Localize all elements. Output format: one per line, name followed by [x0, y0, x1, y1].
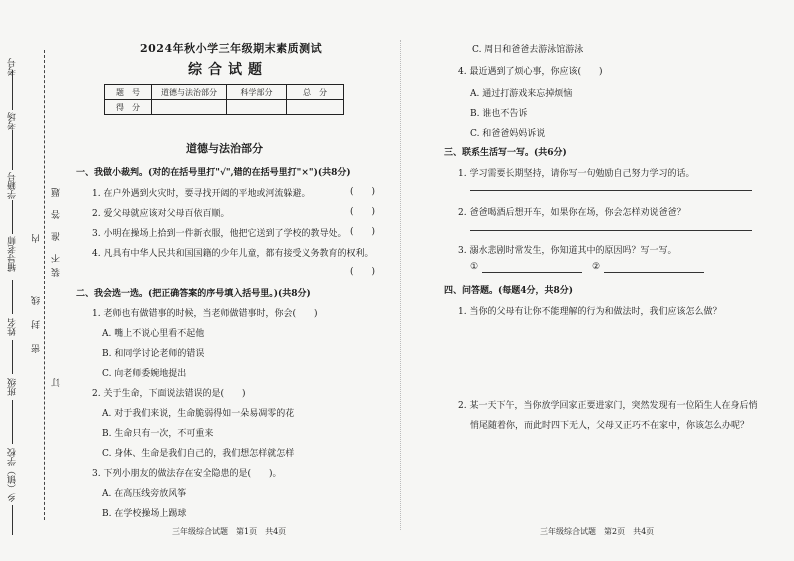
s1-question-1: 1. 在户外遇到火灾时，要寻找开阔的平地或河流躲避。	[92, 189, 311, 199]
seal-line	[44, 50, 45, 520]
score-header-science: 科学部分	[227, 85, 287, 100]
seal-char-7: 封	[32, 320, 42, 329]
section1-title: 一、我做小裁判。(对的在括号里打"√",错的在括号里打"×")(共8分)	[76, 168, 351, 178]
s2-q1-option-a: A. 嘴上不说心里看不起他	[102, 329, 205, 339]
s2-q1-option-b: B. 和同学讨论老师的错误	[102, 349, 205, 359]
class-blank	[12, 400, 14, 444]
seal-char-4: 不	[52, 254, 62, 263]
s2-question-1: 1. 老师也有做错事的时候，当老师做错事时，你会( )	[92, 309, 318, 319]
class-label: 班级	[8, 378, 18, 396]
section2-title: 二、我会选一选。(把正确答案的序号填入括号里。)(共8分)	[76, 289, 311, 299]
s1-answer-4[interactable]: ( )	[350, 267, 376, 277]
footer-right: 三年级综合试题 第2页 共4页	[540, 527, 655, 536]
s3-question-1: 1. 学习需要长期坚持，请你写一句勉励自己努力学习的话。	[458, 169, 695, 179]
s2-q2-option-c: C. 身体、生命是我们自己的，我们想怎样就怎样	[102, 449, 295, 459]
exam-title: 2024年秋小学三年级期末素质测试	[140, 42, 323, 55]
binding-strip	[0, 0, 62, 561]
s2-q4-option-c: C. 和爸爸妈妈诉说	[470, 129, 546, 139]
exam-no-blank	[12, 70, 14, 110]
s3-q3-blank-2-label: ②	[592, 262, 601, 272]
binding-mark-a: 装	[52, 268, 62, 277]
s2-q4-option-b: B. 谁也不告诉	[470, 109, 528, 119]
s3-answer-line-2[interactable]	[470, 230, 752, 231]
s1-question-4: 4. 凡具有中华人民共和国国籍的少年儿童，都有接受义务教育的权利。	[92, 249, 374, 259]
s2-q4-option-a: A. 通过打游戏来忘掉烦恼	[470, 89, 573, 99]
s4-question-1: 1. 当你的父母有让你不能理解的行为和做法时，我们应该怎么做？	[458, 307, 722, 317]
binding-mark-b: 订	[52, 378, 62, 387]
s3-question-3: 3. 溺水悲剧时常发生，你知道其中的原因吗？写一写。	[458, 246, 677, 256]
page-divider	[400, 40, 401, 530]
s1-answer-2[interactable]: ( )	[350, 207, 376, 217]
s1-question-2: 2. 爱父母就应该对父母百依百顺。	[92, 209, 230, 219]
s1-answer-3[interactable]: ( )	[350, 227, 376, 237]
score-moral-cell[interactable]	[152, 100, 227, 115]
score-total-cell[interactable]	[287, 100, 344, 115]
s2-q2-option-b: B. 生命只有一次，不可重来	[102, 429, 214, 439]
s3-q3-blank-2[interactable]	[604, 272, 704, 273]
s2-q3-option-a: A. 在高压线旁放风筝	[102, 489, 187, 499]
s3-question-2: 2. 爸爸喝酒后想开车，如果你在场，你会怎样劝说爸爸？	[458, 208, 686, 218]
seal-char-1: 题	[52, 188, 62, 197]
s3-q3-blank-1-label: ①	[470, 262, 479, 272]
s2-q1-option-c: C. 向老师委婉地提出	[102, 369, 187, 379]
seal-char-8: 密	[32, 344, 42, 353]
s3-answer-line-1[interactable]	[470, 190, 752, 191]
seal-char-5: 内	[32, 234, 42, 243]
school-blank	[12, 505, 14, 535]
exam-subtitle: 综合试题	[188, 62, 268, 78]
score-table	[104, 84, 344, 115]
seat-no-label: 学籍号	[8, 172, 18, 199]
s4-question-2-line-1: 2. 某一天下午，当你放学回家正要进家门，突然发现有一位陌生人在身后悄	[458, 401, 758, 411]
exam-no-label: 考号	[8, 58, 18, 76]
s2-q3-option-b: B. 在学校操场上踢球	[102, 509, 187, 519]
seal-char-6: 线	[32, 296, 42, 305]
score-row-label: 得 分	[105, 100, 152, 115]
score-header-no: 题 号	[105, 85, 152, 100]
s4-question-2-line-2: 悄尾随着你，而此时四下无人，父母又正巧不在家中，你该怎么办呢？	[470, 421, 750, 431]
part-title: 道德与法治部分	[186, 142, 263, 155]
section3-title: 三、联系生活写一写。(共6分)	[444, 148, 567, 158]
s2-q2-option-a: A. 对于我们来说，生命脆弱得如一朵易凋零的花	[102, 409, 295, 419]
score-science-cell[interactable]	[227, 100, 287, 115]
seal-char-2: 答	[52, 210, 62, 219]
teacher-label: 辅导老师	[8, 236, 18, 272]
school-label: 乡（镇）学校	[8, 448, 18, 502]
footer-left: 三年级综合试题 第1页 共4页	[172, 527, 287, 536]
seat-no-blank	[12, 200, 14, 234]
s1-answer-1[interactable]: ( )	[350, 187, 376, 197]
score-header-total: 总 分	[287, 85, 344, 100]
section4-title: 四、问答题。(每题4分，共8分)	[444, 286, 574, 296]
exam-room-blank	[12, 130, 14, 170]
s3-q3-blank-1[interactable]	[482, 272, 582, 273]
s2-question-2: 2. 关于生命，下面说法错误的是( )	[92, 389, 246, 399]
score-header-moral: 道德与法治部分	[152, 85, 227, 100]
name-blank	[12, 340, 14, 374]
s1-question-3: 3. 小明在操场上拾到一件新衣服，他把它送到了学校的教导处。	[92, 229, 347, 239]
teacher-blank	[12, 280, 14, 314]
seal-char-3: 准	[52, 232, 62, 241]
s2-q3-option-c: C. 周日和爸爸去游泳馆游泳	[472, 45, 584, 55]
s2-question-4: 4. 最近遇到了烦心事，你应该( )	[458, 67, 603, 77]
name-label: 姓名	[8, 318, 18, 336]
exam-room-label: 考场	[8, 112, 18, 130]
s2-question-3: 3. 下列小朋友的做法存在安全隐患的是( )。	[92, 469, 282, 479]
